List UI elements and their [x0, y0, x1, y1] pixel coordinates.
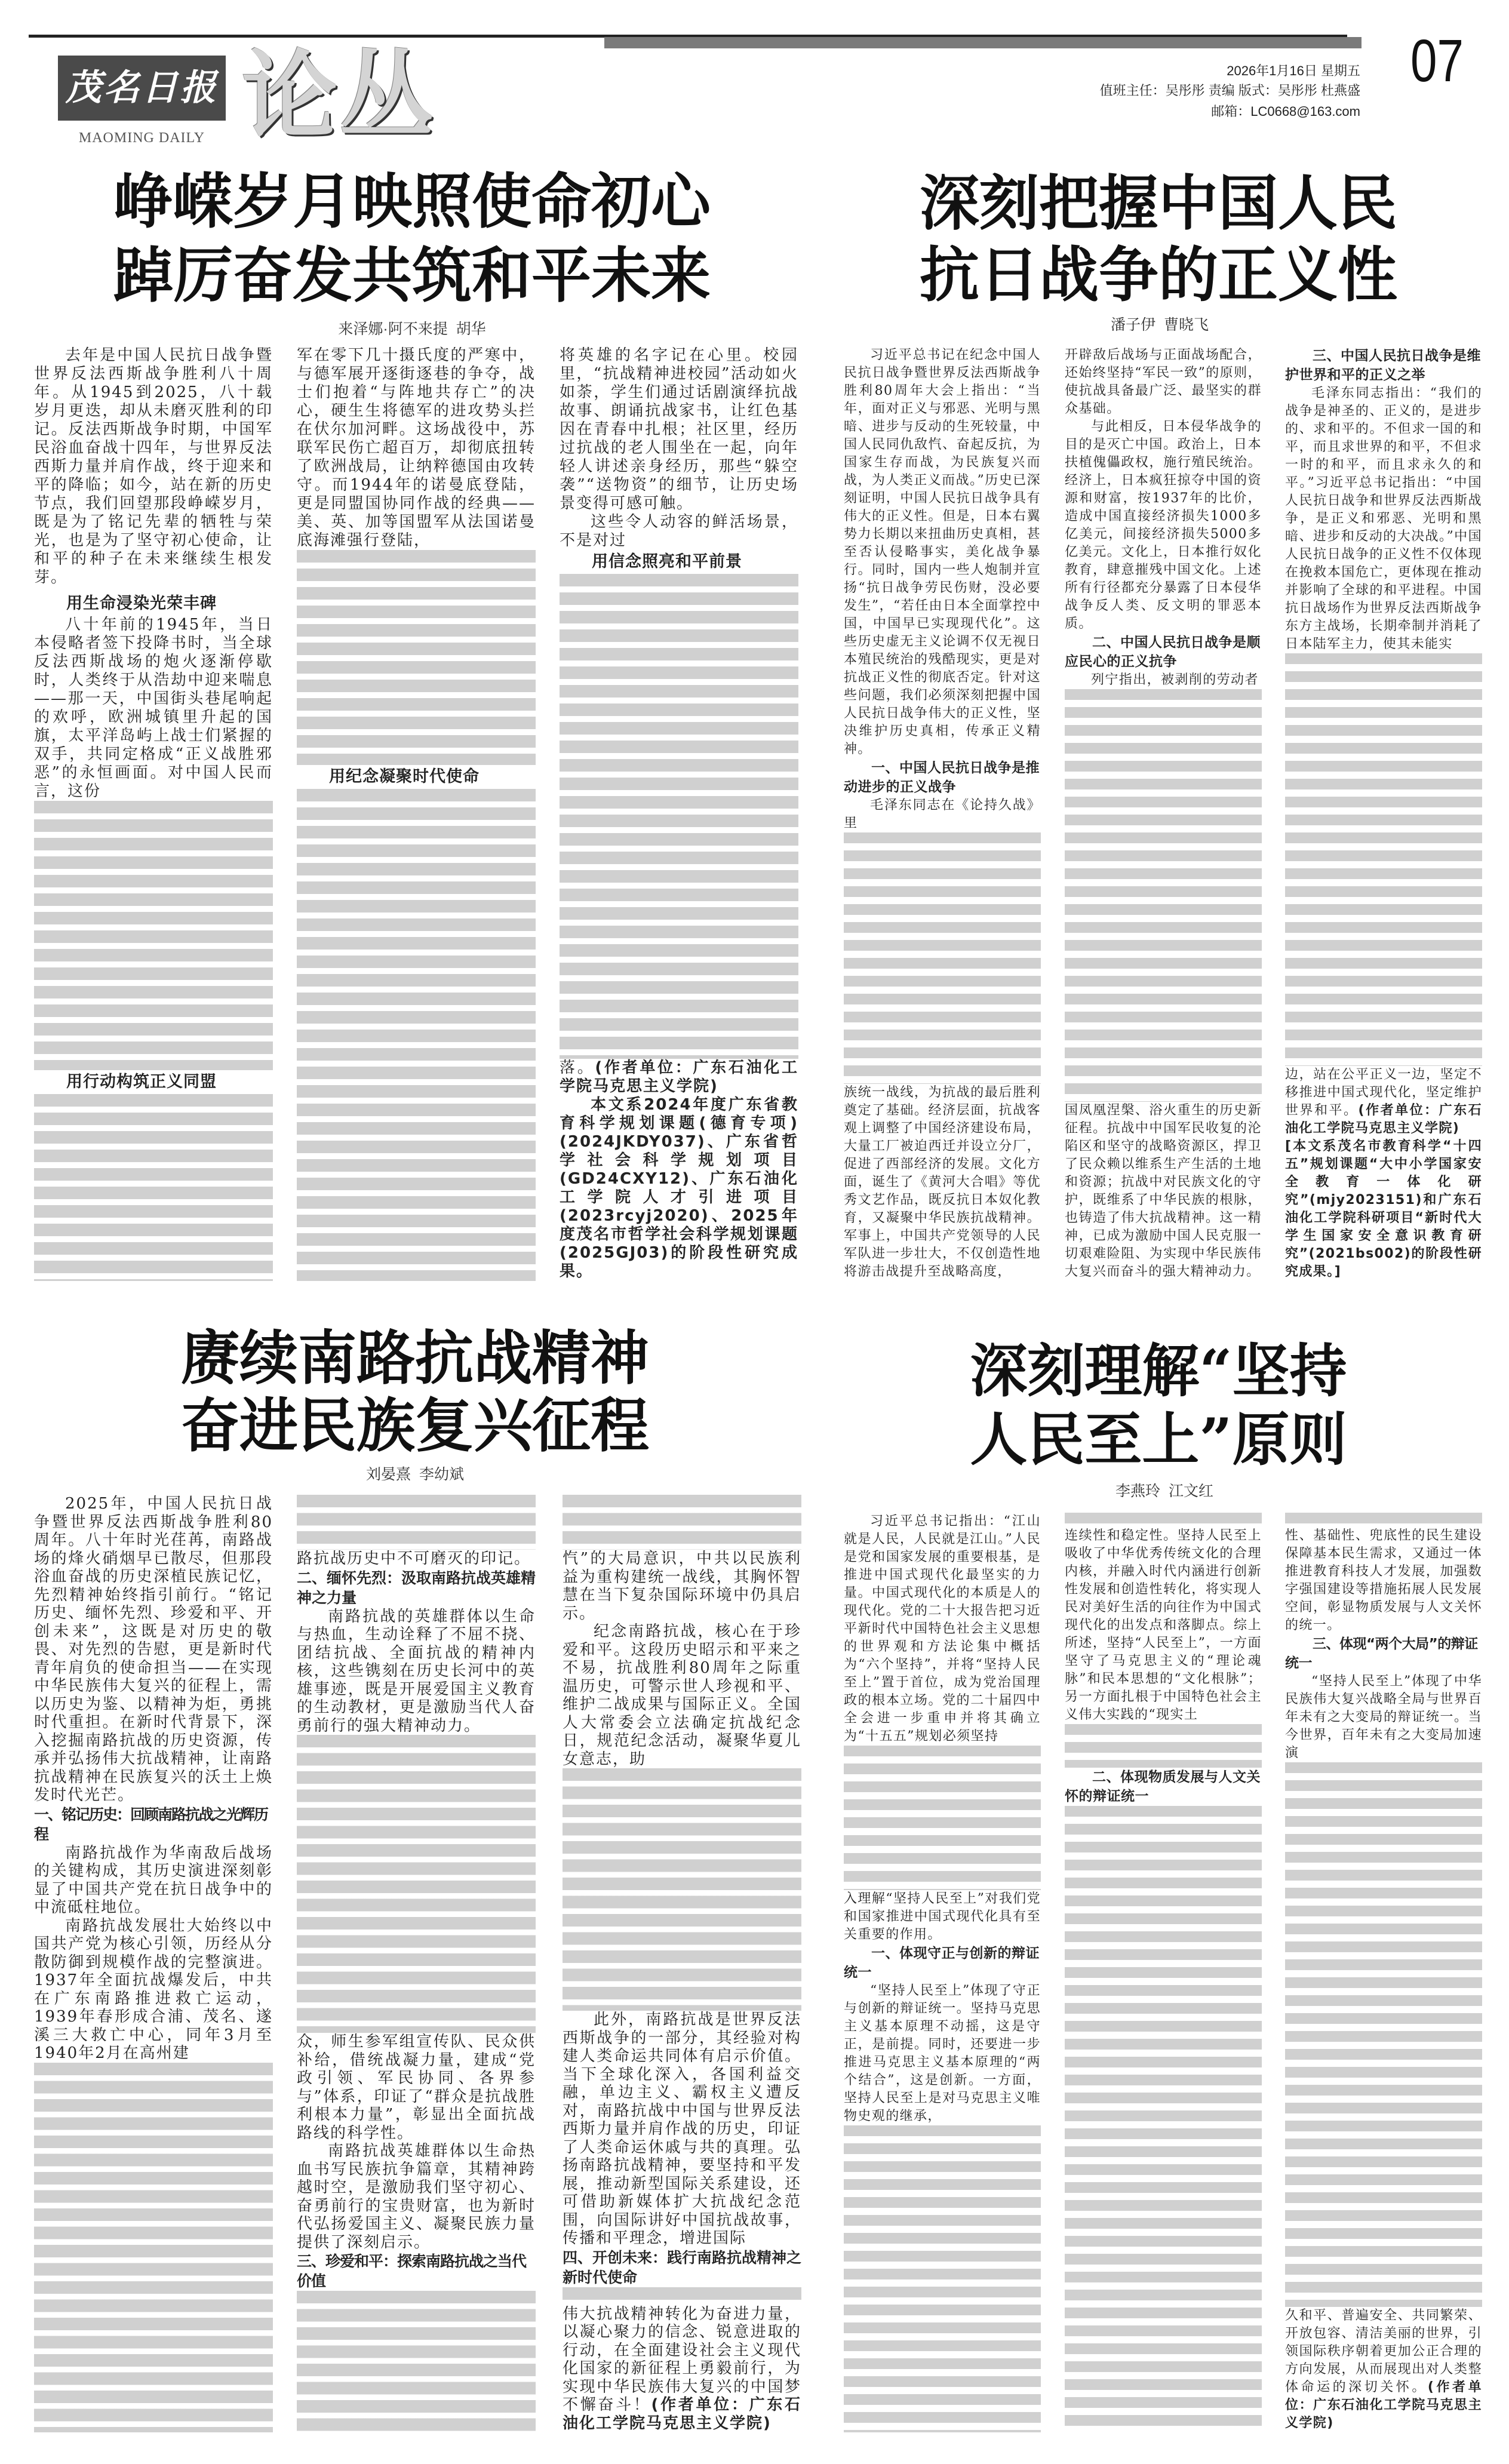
funding-note: [本文系茂名市教育科学“十四五”规划课题“大中小学国家安全教育一体化研究”(mjy2023151)和广东石油化工学院科研项目“新时代大学生国家安全意识教育研究”(2021bs002)的阶段性研究成果。]	[1285, 1139, 1482, 1279]
article-byline: 李燕玲 江文红	[1115, 1483, 1213, 1500]
paragraph: 开辟敌后战场与正面战场配合，还始终坚持“军民一致”的原则，使抗战具备最广泛、最坚实的群众基础。	[1065, 348, 1262, 416]
text-lines-placeholder	[297, 550, 536, 765]
spacer	[34, 587, 273, 592]
paragraph: “坚持人民至上”体现了守正与创新的辩证统一。坚持马克思主义基本原理不动摇，这是守正，是前提。同时，还要进一步推进马克思主义基本原理的“两个结合”，这是创新。一方面，坚持人民至上是对马克思主义唯物史观的继承，	[844, 1983, 1041, 2124]
author-affiliation: (作者单位：广东石油化工学院马克思主义学院)	[1285, 2380, 1482, 2431]
subheading: 一、体现守正与创新的辩证统一	[844, 1945, 1040, 1980]
funding-note: 本文系2024年度广东省教育科学规划课题(德育专项)(2024JKDY037)、广东省哲学社会科学规划项目(GD24CXY12)、广东石油化工学院人才引进项目(2023rcyj2020)、2025年度茂名市哲学社会科学规划课题(2025GJ03)的阶段性研究成果。	[560, 1096, 798, 1280]
subheading: 用生命浸染光荣丰碑	[66, 594, 217, 613]
subheading: 用信念照亮和平前景	[592, 552, 742, 571]
paragraph: 南路抗战的英雄群体以生命与热血，生动诠释了不屈不挠、团结抗战、全面抗战的精神内核，这些镌刻在历史长河中的英雄事迹，既是开展爱国主义教育的生动教材，更是激励当代人奋勇前行的强大精神动力。	[297, 1607, 536, 1735]
article-column	[560, 346, 798, 1281]
paragraph: 2025年，中国人民抗日战争暨世界反法西斯战争胜利80周年。八十年时光荏苒，南路战场的烽火硝烟早已散尽，但那段浴血奋战的历史深植民族记忆，先烈精神始终指引前行。“铭记历史、缅怀先烈、珍爱和平、开创未来”，这既是对历史的敬畏、对先烈的告慰，更是新时代青年肩负的使命担当——在实现中华民族伟大复兴的征程上，需以历史为鉴、以精神为炬，勇挑时代重担。在新时代背景下，深入挖掘南路抗战的历史资源，传承并弘扬伟大抗战精神，让南路抗战精神在民族复兴的沃土上焕发时代光芒。	[34, 1495, 273, 1804]
editors-credit: 值班主任：吴彤彤 责编 版式：吴彤彤 杜燕盛	[1099, 83, 1360, 98]
subheading: 一、中国人民抗日战争是推动进步的正义战争	[844, 760, 1040, 795]
title-line: 奋进民族复兴征程	[180, 1391, 649, 1460]
article-column	[563, 1495, 801, 2432]
article-column	[297, 346, 536, 1281]
title-line: 踔厉奋发共筑和平未来	[113, 240, 711, 311]
subheading: 二、中国人民抗日战争是顺应民心的正义抗争	[1065, 635, 1261, 669]
paragraph: 路抗战历史中不可磨灭的印记。	[297, 1550, 531, 1568]
subheading: 用行动构筑正义同盟	[66, 1073, 217, 1092]
masthead-gray-bar	[604, 37, 1362, 48]
text-lines-placeholder	[297, 1735, 536, 2033]
title-line: 人民至上”原则	[970, 1406, 1347, 1473]
page-number: 07	[1410, 27, 1464, 94]
article-column	[844, 346, 1041, 1281]
text-lines-placeholder	[560, 574, 798, 1059]
text-lines-placeholder	[1065, 689, 1262, 1102]
author-note	[1285, 2307, 1482, 2432]
title-line: 抗日战争的正义性	[920, 239, 1397, 310]
paragraph: 这些令人动容的鲜活场景，不是对过	[560, 513, 798, 549]
article-column	[1285, 1513, 1482, 2432]
paragraph-text: 久和平、普遍安全、共同繁荣、开放包容、清洁美丽的世界，引领国际秩序朝着更加公正合理的方向发展，从而展现出对人类整体命运的深切关怀。	[1285, 2308, 1482, 2395]
paragraph: 国凤凰涅槃、浴火重生的历史新征程。抗战中中国军民收复的沦陷区和坚守的战略资源区，捍卫了民众赖以维系生产生活的土地和资源；抗战中对民族文化的守护，既维系了中华民族的根脉，也铸造了伟大抗战精神。这一精神，已成为激励中国人民克服一切艰难险阻、为实现中华民族伟大复兴而奋斗的强大精神动力。	[1065, 1103, 1262, 1279]
title-line: 赓续南路抗战精神	[180, 1324, 649, 1393]
text-lines-placeholder	[1285, 653, 1482, 1066]
article-column	[297, 1495, 536, 2432]
title-line: 深刻把握中国人民	[920, 168, 1397, 238]
paragraph: 南路抗战发展壮大始终以中国共产党为核心引领，历经从分散防御到规模作战的完整演进。1937年全面抗战爆发后，中共在广东南路推进救亡运动，1939年春形成合浦、茂名、遂溪三大救亡中心，同年3月至1940年2月在高州建	[34, 1916, 273, 2062]
text-lines-placeholder	[844, 2125, 1041, 2432]
article-column	[34, 346, 273, 1281]
subheading: 三、中国人民抗日战争是维护世界和平的正义之举	[1285, 348, 1481, 383]
paragraph: 此外，南路抗战是世界反法西斯战争的一部分，其经验对构建人类命运共同体有启示价值。当下全球化深入，各国利益交融，单边主义、霸权主义遭反对，南路抗战中中国与世界反法西斯力量并肩作战的历史，印证了人类命运休戚与共的真理。弘扬南路抗战精神，要坚持和平发展，推动新型国际关系建设，还可借助新媒体扩大抗战纪念范围，向国际讲好中国抗战故事，传播和平理念，增进国际	[563, 2011, 801, 2247]
article-byline: 刘晏熹 李幼斌	[366, 1466, 464, 1483]
article-title	[113, 1325, 717, 1460]
article-byline: 来泽娜·阿不来提 胡华	[338, 321, 486, 337]
title-line: 峥嵘岁月映照使命初心	[113, 166, 711, 236]
article-column	[844, 1513, 1041, 2432]
article-title	[84, 164, 740, 312]
issue-date: 2026年1月16日 星期五	[1227, 63, 1360, 78]
text-lines-placeholder	[844, 832, 1041, 1084]
author-note	[560, 1059, 798, 1096]
contact-email: 邮箱：LC0668@163.com	[1211, 104, 1360, 119]
subheading: 三、体现“两个大局”的辩证统一	[1285, 1636, 1478, 1671]
subheading: 一、铭记历史：回顾南路抗战之光辉历程	[34, 1805, 268, 1843]
paragraph: 连续性和稳定性。坚持人民至上吸收了中华优秀传统文化的合理内核，并融入时代内涵进行创新性发展和创造性转化，将实现人民对美好生活的向往作为中国式现代化的出发点和落脚点。综上所述，坚持“人民至上”，一方面坚守了马克思主义的“理论魂脉”和民本思想的“文化根脉”；另一方面扎根于中国特色社会主义伟大实践的“现实土	[1065, 1528, 1262, 1722]
paragraph: 南路抗战英雄群体以生命热血书写民族抗争篇章，其精神跨越时空，是激励我们坚守初心、奋勇前行的宝贵财富，也为新时代弘扬爱国主义、凝聚民族力量提供了深刻启示。	[297, 2142, 536, 2251]
text-lines-placeholder	[563, 1495, 801, 1550]
subheading: 二、缅怀先烈：汲取南路抗战英雄精神之力量	[297, 1569, 536, 1606]
text-lines-placeholder	[1285, 1513, 1482, 1527]
paragraph: 族统一战线，为抗战的最后胜利奠定了基础。经济层面，抗战客观上调整了中国经济建设布局，大量工厂被迫西迁并设立分厂，促进了西部经济的发展。文化方面，诞生了《黄河大合唱》等优秀文艺作品，既反抗日本奴化教育，又凝聚中华民族抗战精神。军事上，中国共产党领导的人民军队进一步壮大，不仅创造性地将游击战提升至战略高度，	[844, 1085, 1041, 1279]
paragraph: 众，师生参军组宣传队、民众供补给，借统战凝力量，建成“党政引领、军民协同、各界参与”体系，印证了“群众是抗战胜利根本力量”，彰显出全面抗战路线的科学性。	[297, 2033, 536, 2142]
paragraph: 毛泽东同志在《论持久战》里	[844, 798, 1041, 831]
paragraph-text: 伟大抗战精神转化为奋进力量，以凝心聚力的信念、锐意进取的行动，在全面建设社会主义现代化国家的新征程上勇毅前行，为实现中华民族伟大复兴的中国梦不懈奋斗！	[563, 2305, 801, 2414]
text-lines-placeholder	[563, 1768, 801, 2011]
paragraph: 去年是中国人民抗日战争暨世界反法西斯战争胜利八十周年。从1945到2025，八十载岁月更迭，却从未磨灭胜利的印记。反法西斯战争时期，中国军民浴血奋战十四年，与世界反法西斯力量并肩作战，终于迎来和平的降临；如今，站在新的历史节点，我们回望那段峥嵘岁月，既是为了铭记先辈的牺牲与荣光，也是为了坚守初心使命，让和平的种子在未来继续生根发芽。	[34, 346, 273, 586]
paragraph: 军在零下几十摄氏度的严寒中，与德军展开逐街逐巷的争夺，战士们抱着“与阵地共存亡”的决心，硬生生将德军的进攻势头拦在伏尔加河畔。这场战役中，苏联军民伤亡超百万，却彻底扭转了欧洲战局，让纳粹德国由攻转守。而1944年的诺曼底登陆，更是同盟国协同作战的经典——美、英、加等国盟军从法国诺曼底海滩强行登陆，	[297, 346, 536, 549]
paragraph: “坚持人民至上”体现了中华民族伟大复兴战略全局与世界百年未有之大变局的辩证统一。当今世界，百年未有之大变局加速演	[1285, 1674, 1482, 1761]
article-column	[1285, 346, 1482, 1281]
text-lines-placeholder	[34, 2063, 273, 2433]
text-lines-placeholder	[1065, 1513, 1262, 1527]
subheading: 四、开创未来：践行南路抗战精神之新时代使命	[563, 2248, 802, 2286]
text-lines-placeholder	[1065, 1724, 1262, 1768]
subheading: 三、珍爱和平：探索南路抗战之当代价值	[297, 2253, 527, 2290]
paragraph: 南路抗战作为华南敌后战场的关键构成，其历史演进深刻彰显了中国共产党在抗日战争中的中流砥柱地位。	[34, 1844, 273, 1916]
paragraph-text: 落。	[560, 1059, 595, 1077]
text-lines-placeholder	[297, 1495, 536, 1550]
newspaper-logo: 茂名日报	[58, 56, 226, 121]
subheading: 二、体现物质发展与人文关怀的辩证统一	[1065, 1769, 1261, 1805]
newspaper-logo-english: MAOMING DAILY	[78, 130, 205, 146]
text-lines-placeholder	[34, 801, 273, 1070]
paragraph-text: 边，站在公平正义一边，坚定不移推进中国式现代化，坚定维护世界和平。	[1285, 1067, 1482, 1118]
article-title	[872, 1337, 1445, 1474]
text-lines-placeholder	[297, 789, 536, 1281]
article-column	[34, 1495, 273, 2432]
paragraph: 性、基础性、兜底性的民生建设保障基本民生需求，又通过一体推进教育科技人才发展，加强数字强国建设等措施拓展人民发展空间，彰显物质发展与人文关怀的统一。	[1285, 1528, 1482, 1633]
text-lines-placeholder	[1285, 1762, 1482, 2307]
paragraph: 毛泽东同志指出：“我们的战争是神圣的、正义的，是进步的、求和平的。不但求一国的和平，而且求世界的和平，不但求一时的和平，而且求永久的和平。”习近平总书记指出：“中国人民抗日战争和世界反法西斯战争，是正义和邪恶、光明和黑暗、进步和反动的大决战。”中国人民抗日战争的正义性不仅体现在挽救本国危亡，更体现在推动并影响了全球的和平进程。中国抗日战场作为世界反法西斯战争东方主战场，长期牵制并消耗了日本陆军主力，使其未能实	[1285, 386, 1482, 652]
paragraph: 与此相反，日本侵华战争的目的是灭亡中国。政治上，日本扶植傀儡政权，施行殖民统治。经济上，日本疯狂掠夺中国的资源和财富，按1937年的比价，造成中国直接经济损失1000多亿美元，间接经济损失5000多亿美元。文化上，日本推行奴化教育，肆意摧残中国文化。上述所有行径都充分暴露了日本侵华战争反人类、反文明的罪恶本质。	[1065, 419, 1262, 631]
section-name: 论丛	[242, 39, 436, 152]
paragraph: 八十年前的1945年，当日本侵略者签下投降书时，当全球反法西斯战场的炮火逐渐停歇时，人类终于从浩劫中迎来喘息——那一天，中国街头巷尾响起的欢呼，欧洲城镇里升起的国旗，太平洋岛屿上战士们紧握的双手，共同定格成“正义战胜邪恶”的永恒画面。对中国人民而言，这份	[34, 616, 273, 800]
author-note	[563, 2305, 801, 2433]
text-lines-placeholder	[563, 2287, 801, 2305]
article-byline: 潘子伊 曹晓飞	[1111, 317, 1209, 333]
article-column	[1065, 1513, 1262, 2432]
text-lines-placeholder	[844, 1746, 1041, 1890]
paragraph: 习近平总书记指出：“江山就是人民，人民就是江山。”人民是党和国家发展的重要根基，是推进中国式现代化最坚实的力量。中国式现代化的本质是人的现代化。党的二十大报告把习近平新时代中国特色社会主义思想的世界观和方法论集中概括为“六个坚持”，并将“坚持人民至上”置于首位，成为党治国理政的根本立场。党的二十届四中全会进一步重申并将其确立为“十五五”规划必须坚持	[844, 1514, 1041, 1744]
author-affiliation: (作者单位：广东石油化工学院马克思主义学院)	[1285, 1103, 1482, 1136]
paragraph: 习近平总书记在纪念中国人民抗日战争暨世界反法西斯战争胜利80周年大会上指出：“当年，面对正义与邪恶、光明与黑暗、进步与反动的生死较量，中国人民同仇敌忾、奋起反抗，为国家生存而战，为民族复兴而战，为人类正义而战。”历史已深刻证明，中国人民抗日战争具有伟大的正义性。但是，日本右翼势力长期以来扭曲历史真相，甚至否认侵略事实，美化战争暴行。同时，国内一些人炮制并宣扬“抗日战争劳民伤财，没必要发生”，“若任由日本全面掌控中国，中国早已实现现代化”。这些历史虚无主义论调不仅无视日本殖民统治的残酷现实，更是对抗战正义性的彻底否定。针对这些问题，我们必须深刻把握中国人民抗日战争伟大的正义性，坚决维护历史真相，传承正义精神。	[844, 348, 1041, 757]
author-affiliation: (作者单位：广东石油化工学院马克思主义学院)	[563, 2396, 801, 2432]
title-line: 深刻理解“坚持	[970, 1337, 1347, 1405]
paragraph: 纪念南路抗战，核心在于珍爱和平。这段历史昭示和平来之不易，抗战胜利80周年之际重温历史，可警示世人珍视和平、维护二战成果与国际正义。全国人大常委会立法确定抗战纪念日，规范纪念活动，凝聚华夏儿女意志，助	[563, 1623, 801, 1768]
text-lines-placeholder	[297, 2291, 536, 2432]
author-affiliation: (作者单位：广东石油化工学院马克思主义学院)	[560, 1059, 798, 1095]
paragraph: 列宁指出，被剥削的劳动者	[1091, 672, 1259, 687]
subheading: 用纪念凝聚时代使命	[329, 767, 480, 786]
article-column	[1065, 346, 1262, 1281]
text-lines-placeholder	[34, 1094, 273, 1281]
text-lines-placeholder	[1065, 1806, 1262, 2432]
author-note	[1285, 1066, 1482, 1138]
paragraph: 入理解“坚持人民至上”对我们党和国家推进中国式现代化具有至关重要的作用。	[844, 1891, 1041, 1942]
paragraph: 忾”的大局意识，中共以民族利益为重构建统一战线，其胸怀智慧在当下复杂国际环境中仍具启示。	[563, 1550, 801, 1623]
paragraph: 将英雄的名字记在心里。校园里，“抗战精神进校园”活动如火如荼，学生们通过话剧演绎抗战故事、朗诵抗战家书，让红色基因在青春中扎根；社区里，经历过抗战的老人围坐在一起，向年轻人讲述亲身经历，那些“躲空袭”“送物资”的细节，让历史场景变得可感可触。	[560, 346, 798, 512]
article-title	[860, 167, 1457, 311]
